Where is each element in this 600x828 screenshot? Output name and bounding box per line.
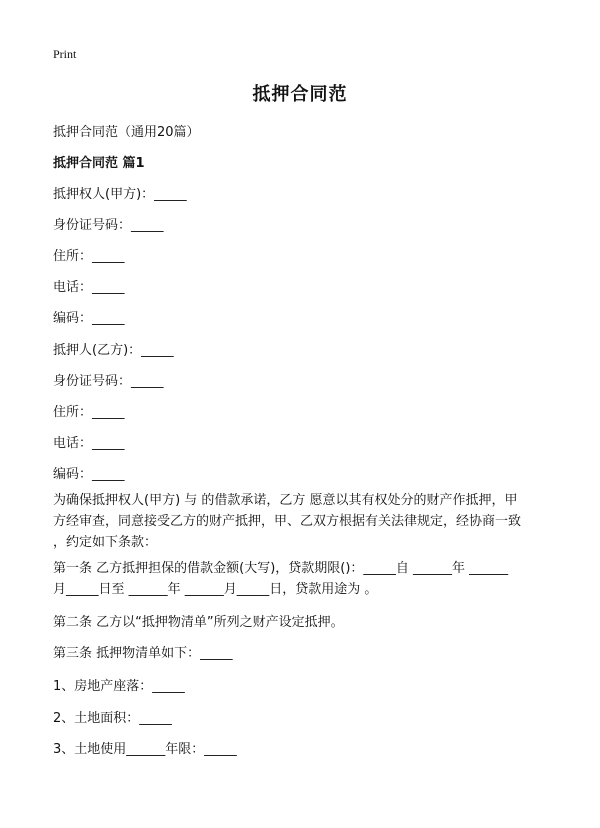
article-1-line-1: 第一条 乙方抵押担保的借款金额(大写)，贷款期限()：_____自 ______年 ______ [53, 561, 509, 576]
list-item-2: 2、土地面积：_____ [53, 711, 172, 726]
article-3: 第三条 抵押物清单如下：_____ [53, 646, 233, 661]
party-b-address: 住所：_____ [53, 405, 125, 420]
list-item-1: 1、房地产座落：_____ [53, 679, 185, 694]
party-a-phone: 电话：_____ [53, 280, 125, 295]
article-2: 第二条 乙方以“抵押物清单”所列之财产设定抵押。 [53, 615, 344, 630]
list-item-3: 3、土地使用______年限：_____ [53, 742, 237, 757]
party-b-mortgagor: 抵押人(乙方)：_____ [53, 343, 174, 358]
preamble-line-1: 为确保抵押权人(甲方) 与 的借款承诺，乙方 愿意以其有权处分的财产作抵押，甲 [53, 493, 518, 508]
party-b-id-number: 身份证号码：_____ [53, 374, 164, 389]
document-subtitle: 抵押合同范（通用20篇） [53, 125, 200, 140]
article-1-paragraph [53, 558, 553, 600]
party-a-mortgagee: 抵押权人(甲方)：_____ [53, 187, 187, 202]
section-heading: 抵押合同范 篇1 [53, 156, 145, 171]
document-title: 抵押合同范 [252, 84, 348, 105]
party-a-postcode: 编码：_____ [53, 311, 125, 326]
party-a-id-number: 身份证号码：_____ [53, 218, 164, 233]
party-a-address: 住所：_____ [53, 249, 125, 264]
print-header-label: Print [53, 47, 77, 61]
article-1-line-2: 月_____日至 ______年 ______月_____日，贷款用途为 。 [53, 582, 378, 597]
party-b-postcode: 编码：_____ [53, 467, 125, 482]
party-b-phone: 电话：_____ [53, 436, 125, 451]
preamble-paragraph [53, 490, 553, 553]
preamble-line-3: ，约定如下条款： [53, 535, 158, 550]
preamble-line-2: 方经审查，同意接受乙方的财产抵押，甲、乙双方根据有关法律规定，经协商一致 [53, 514, 522, 529]
